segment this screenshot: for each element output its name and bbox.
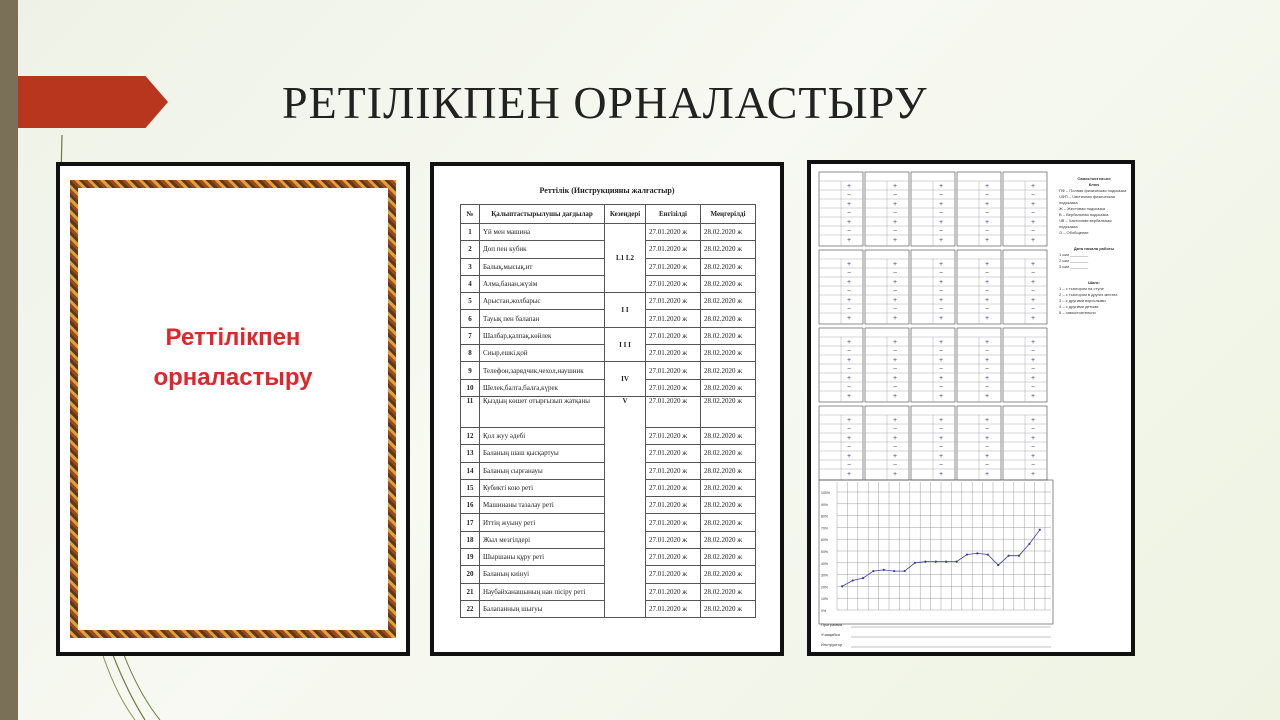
row-mastered: 28.02.2020 ж (701, 293, 756, 310)
row-stage: IV (605, 362, 646, 397)
step-item: 3 – с другими взрослыми (1059, 298, 1106, 303)
legend-title: Ключ (1088, 182, 1100, 187)
pen-mark: − (893, 426, 898, 433)
pen-mark: − (893, 210, 898, 217)
title-accent-arrow (18, 76, 168, 128)
pen-mark: − (847, 444, 852, 451)
pen-mark: + (985, 375, 990, 382)
pen-mark: + (1031, 471, 1036, 478)
pen-mark: − (985, 426, 990, 433)
row-mastered: 28.02.2020 ж (701, 549, 756, 566)
pen-mark: + (985, 279, 990, 286)
chart-axis-label: 70% (821, 526, 829, 531)
row-skill: Қол жуу әдебі (480, 427, 605, 444)
pen-mark: − (939, 366, 944, 373)
row-skill: Алма,банан,жүзім (480, 275, 605, 292)
pen-mark: + (985, 201, 990, 208)
pen-mark: + (1031, 201, 1036, 208)
chart-axis-label: 30% (821, 573, 829, 578)
row-number: 17 (461, 514, 480, 531)
footer-label: Инструктор (821, 642, 843, 647)
row-entered: 27.01.2020 ж (646, 583, 701, 600)
pen-mark: + (939, 297, 944, 304)
steps-title: Шаги: (1088, 280, 1100, 285)
pen-mark: + (1031, 279, 1036, 286)
row-entered: 27.01.2020 ж (646, 224, 701, 241)
pen-mark: + (893, 201, 898, 208)
pen-mark: − (985, 366, 990, 373)
stage-line: 3 шаг ________ (1059, 264, 1089, 269)
row-mastered: 28.02.2020 ж (701, 310, 756, 327)
footer-label: Учащийся (821, 632, 840, 637)
pen-mark: + (893, 315, 898, 322)
pen-mark: + (939, 435, 944, 442)
pen-mark: + (1031, 237, 1036, 244)
legend-item: ЧВ – Частичная вербальная подсказка (1059, 218, 1112, 229)
row-entered: 27.01.2020 ж (646, 293, 701, 310)
table-row (461, 396, 756, 427)
pen-mark: − (985, 192, 990, 199)
pen-mark: + (1031, 393, 1036, 400)
row-skill: Баланың киінуі (480, 566, 605, 583)
legend-head: Самостоятельно (1077, 176, 1111, 181)
pen-mark: + (985, 393, 990, 400)
row-mastered: 28.02.2020 ж (701, 345, 756, 362)
pen-mark: − (847, 462, 852, 469)
row-entered: 27.01.2020 ж (646, 362, 701, 379)
chart-axis-label: 50% (821, 550, 829, 554)
pen-mark: + (847, 393, 852, 400)
pen-mark: − (939, 444, 944, 451)
pen-mark: − (847, 270, 852, 277)
row-entered: 27.01.2020 ж (646, 327, 701, 344)
pen-mark: + (893, 237, 898, 244)
legend-item: ПФ – Полная физическая подсказка (1059, 188, 1127, 193)
slide-title: РЕТІЛІКПЕН ОРНАЛАСТЫРУ (282, 77, 928, 128)
pen-mark: − (985, 210, 990, 217)
pen-mark: + (1031, 261, 1036, 268)
row-mastered: 28.02.2020 ж (701, 479, 756, 496)
chart-axis-label: 0% (821, 609, 827, 613)
stage-line: 1 шаг ________ (1059, 252, 1089, 257)
row-number: 15 (461, 479, 480, 496)
row-skill: Балапанның шығуы (480, 600, 605, 617)
row-number: 3 (461, 258, 480, 275)
chart-axis-label: 60% (821, 538, 829, 543)
pen-mark: + (939, 357, 944, 364)
pen-mark: − (893, 384, 898, 391)
pen-mark: + (1031, 219, 1036, 226)
datasheet-legend (1059, 176, 1129, 326)
pen-mark: − (939, 462, 944, 469)
row-skill: Сиыр,ешкі,қой (480, 345, 605, 362)
pen-mark: + (939, 219, 944, 226)
row-entered: 27.01.2020 ж (646, 445, 701, 462)
row-skill: Баланың шаш қысқартуы (480, 445, 605, 462)
pen-mark: + (847, 453, 852, 460)
row-number: 18 (461, 531, 480, 548)
row-mastered: 28.02.2020 ж (701, 462, 756, 479)
col-entered: Енгізілді (646, 205, 701, 224)
pen-mark: − (985, 306, 990, 313)
pen-mark: − (939, 348, 944, 355)
pen-mark: − (1031, 426, 1036, 433)
row-mastered: 28.02.2020 ж (701, 327, 756, 344)
row-entered: 27.01.2020 ж (646, 514, 701, 531)
row-entered: 27.01.2020 ж (646, 241, 701, 258)
pen-mark: − (847, 210, 852, 217)
row-number: 4 (461, 275, 480, 292)
pen-mark: − (893, 348, 898, 355)
cover-image-panel (56, 162, 410, 656)
pen-mark: + (985, 453, 990, 460)
row-mastered: 28.02.2020 ж (701, 566, 756, 583)
pen-mark: − (939, 192, 944, 199)
pen-mark: + (847, 219, 852, 226)
col-skill: Қалыптастырылушы дағдылар (480, 205, 605, 224)
pen-mark: + (1031, 183, 1036, 190)
row-mastered: 28.02.2020 ж (701, 514, 756, 531)
pen-mark: + (847, 279, 852, 286)
row-entered: 27.01.2020 ж (646, 427, 701, 444)
pen-mark: − (985, 270, 990, 277)
row-skill: Жыл мезгілдері (480, 531, 605, 548)
row-entered: 27.01.2020 ж (646, 310, 701, 327)
pen-mark: + (985, 357, 990, 364)
pen-mark: + (985, 261, 990, 268)
row-entered: 27.01.2020 ж (646, 479, 701, 496)
row-entered: 27.01.2020 ж (646, 462, 701, 479)
row-entered: 27.01.2020 ж (646, 345, 701, 362)
pen-mark: + (847, 297, 852, 304)
row-entered: 27.01.2020 ж (646, 531, 701, 548)
pen-mark: + (985, 417, 990, 424)
pen-mark: − (847, 192, 852, 199)
pen-mark: − (1031, 366, 1036, 373)
pen-mark: − (1031, 228, 1036, 235)
row-number: 20 (461, 566, 480, 583)
row-mastered: 28.02.2020 ж (701, 258, 756, 275)
chart-axis-label: 80% (821, 514, 829, 519)
chart-axis-label: 100% (821, 491, 830, 495)
pen-mark: − (1031, 306, 1036, 313)
pen-mark: + (847, 201, 852, 208)
row-number: 9 (461, 362, 480, 379)
pen-mark: + (985, 237, 990, 244)
row-entered: 27.01.2020 ж (646, 379, 701, 396)
row-mastered: 28.02.2020 ж (701, 224, 756, 241)
row-mastered: 28.02.2020 ж (701, 362, 756, 379)
row-mastered: 28.02.2020 ж (701, 241, 756, 258)
col-stage: Кезеңдері (605, 205, 646, 224)
pen-mark: + (939, 339, 944, 346)
pen-mark: + (893, 357, 898, 364)
pen-mark: − (1031, 270, 1036, 277)
row-number: 6 (461, 310, 480, 327)
pen-mark: − (847, 288, 852, 295)
cover-title-line-2: орналастыру (153, 364, 313, 391)
step-item: 1 – с тьютором на стуле (1059, 286, 1104, 291)
pen-mark: − (939, 288, 944, 295)
pen-mark: + (939, 237, 944, 244)
pen-mark: + (847, 417, 852, 424)
cover-title (60, 318, 406, 398)
row-number: 21 (461, 583, 480, 600)
row-mastered: 28.02.2020 ж (701, 445, 756, 462)
footer-label: Программа (821, 622, 842, 627)
row-number: 8 (461, 345, 480, 362)
chart-axis-label: 90% (821, 502, 829, 507)
pen-mark: + (939, 183, 944, 190)
row-skill: Шалбар,қалпақ,көйлек (480, 327, 605, 344)
pen-mark: + (847, 339, 852, 346)
start-title: Дата начала работы (1073, 246, 1115, 251)
row-skill: Арыстан,жолбарыс (480, 293, 605, 310)
pen-mark: + (939, 201, 944, 208)
pen-mark: − (893, 306, 898, 313)
pen-mark: − (939, 306, 944, 313)
table-caption: Реттілік (Инструкцияны жалғастыр) (539, 186, 675, 195)
pen-mark: + (847, 435, 852, 442)
pen-mark: − (847, 384, 852, 391)
pen-mark: + (847, 471, 852, 478)
row-skill: Тауық пен балапан (480, 310, 605, 327)
pen-mark: + (893, 435, 898, 442)
pen-mark: − (847, 348, 852, 355)
pen-mark: + (939, 315, 944, 322)
row-skill: Иттің жуыну реті (480, 514, 605, 531)
pen-mark: − (1031, 444, 1036, 451)
pen-mark: − (847, 306, 852, 313)
pen-mark: + (847, 261, 852, 268)
pen-mark: + (1031, 435, 1036, 442)
skills-table (460, 204, 756, 618)
pen-mark: − (847, 366, 852, 373)
row-stage: I I (605, 293, 646, 328)
row-mastered: 28.02.2020 ж (701, 427, 756, 444)
row-number: 1 (461, 224, 480, 241)
table-row (461, 327, 756, 344)
step-item: 4 – с другими детьми (1059, 304, 1099, 309)
pen-mark: − (893, 288, 898, 295)
pen-mark: + (847, 183, 852, 190)
pen-mark: + (939, 393, 944, 400)
step-item: 5 – самостоятельно (1059, 310, 1096, 315)
datasheet-scan-panel (807, 160, 1135, 656)
row-number: 22 (461, 600, 480, 617)
pen-mark: + (893, 453, 898, 460)
pen-mark: + (893, 375, 898, 382)
pen-mark: + (847, 375, 852, 382)
pen-mark: − (893, 192, 898, 199)
row-entered: 27.01.2020 ж (646, 275, 701, 292)
pen-mark: + (939, 471, 944, 478)
row-number: 13 (461, 445, 480, 462)
pen-mark: − (939, 210, 944, 217)
legend-item: ЧФП – Частичная физическая подсказка (1059, 194, 1115, 205)
row-number: 10 (461, 379, 480, 396)
pen-mark: + (893, 393, 898, 400)
row-mastered: 28.02.2020 ж (701, 396, 756, 427)
stage-line: 2 шаг ________ (1059, 258, 1089, 263)
row-entered: 27.01.2020 ж (646, 549, 701, 566)
step-item: 2 – с тьютором в других местах (1059, 292, 1118, 297)
pen-mark: + (1031, 453, 1036, 460)
table-row (461, 224, 756, 241)
row-skill: Шелек,балта,балға,күрек (480, 379, 605, 396)
cover-title-line-1: Реттілікпен (165, 324, 301, 351)
row-mastered: 28.02.2020 ж (701, 600, 756, 617)
pen-mark: − (847, 228, 852, 235)
pen-mark: + (939, 279, 944, 286)
row-number: 5 (461, 293, 480, 310)
row-number: 16 (461, 497, 480, 514)
pen-mark: + (939, 375, 944, 382)
row-skill: Машинаны тазалау реті (480, 497, 605, 514)
row-skill: Наубайханашының нан пісіру реті (480, 583, 605, 600)
register-table-panel (430, 162, 784, 656)
row-number: 19 (461, 549, 480, 566)
pen-mark: − (893, 270, 898, 277)
row-number: 14 (461, 462, 480, 479)
row-mastered: 28.02.2020 ж (701, 275, 756, 292)
row-entered: 27.01.2020 ж (646, 396, 701, 427)
pen-mark: + (985, 315, 990, 322)
pen-mark: + (939, 453, 944, 460)
pen-mark: − (893, 228, 898, 235)
row-number: 2 (461, 241, 480, 258)
table-row (461, 362, 756, 379)
pen-mark: − (985, 228, 990, 235)
col-mastered: Меңгерілді (701, 205, 756, 224)
pen-mark: + (893, 417, 898, 424)
pen-mark: + (1031, 375, 1036, 382)
pen-mark: − (1031, 384, 1036, 391)
pen-mark: + (893, 471, 898, 478)
row-skill: Шыршаны құру реті (480, 549, 605, 566)
pen-mark: − (847, 426, 852, 433)
pen-mark: − (939, 228, 944, 235)
datasheet-grid (817, 170, 1055, 650)
pen-mark: + (985, 339, 990, 346)
pen-mark: − (1031, 348, 1036, 355)
chart-frame (819, 480, 1053, 624)
pen-mark: − (893, 462, 898, 469)
pen-mark: − (1031, 192, 1036, 199)
pen-mark: + (985, 219, 990, 226)
row-skill: Кубикті кою реті (480, 479, 605, 496)
pen-mark: + (893, 339, 898, 346)
pen-mark: + (985, 435, 990, 442)
pen-mark: − (1031, 288, 1036, 295)
pen-mark: − (985, 444, 990, 451)
pen-mark: − (939, 270, 944, 277)
pen-mark: + (1031, 417, 1036, 424)
pen-mark: + (847, 315, 852, 322)
pen-mark: − (893, 444, 898, 451)
row-mastered: 28.02.2020 ж (701, 497, 756, 514)
pen-mark: − (1031, 210, 1036, 217)
row-skill: Телефон,зарядчик,чехол,наушник (480, 362, 605, 379)
row-skill: Үй мен машина (480, 224, 605, 241)
pen-mark: + (985, 297, 990, 304)
pen-mark: + (1031, 315, 1036, 322)
row-number: 12 (461, 427, 480, 444)
pen-mark: − (1031, 462, 1036, 469)
row-number: 7 (461, 327, 480, 344)
pen-mark: + (939, 417, 944, 424)
row-entered: 27.01.2020 ж (646, 600, 701, 617)
pen-mark: + (847, 237, 852, 244)
pen-mark: − (985, 348, 990, 355)
chart-axis-label: 40% (821, 561, 829, 566)
row-mastered: 28.02.2020 ж (701, 379, 756, 396)
pen-mark: + (893, 261, 898, 268)
row-skill: Балық,мысық,ит (480, 258, 605, 275)
pen-mark: − (985, 462, 990, 469)
row-skill: Баланың сырғанауы (480, 462, 605, 479)
row-entered: 27.01.2020 ж (646, 497, 701, 514)
pen-mark: + (847, 357, 852, 364)
pen-mark: − (939, 426, 944, 433)
pen-mark: + (985, 183, 990, 190)
pen-mark: − (985, 288, 990, 295)
row-stage: I I I (605, 327, 646, 362)
pen-mark: + (893, 279, 898, 286)
row-entered: 27.01.2020 ж (646, 566, 701, 583)
pen-mark: + (1031, 357, 1036, 364)
pen-mark: + (939, 261, 944, 268)
row-stage: V (605, 396, 646, 617)
pen-mark: − (893, 366, 898, 373)
row-mastered: 28.02.2020 ж (701, 531, 756, 548)
col-number: № (461, 205, 480, 224)
legend-item: В – Вербальная подсказка (1059, 212, 1109, 217)
row-number: 11 (461, 396, 480, 427)
pen-mark: + (893, 297, 898, 304)
row-skill: Доп пен кубик (480, 241, 605, 258)
pen-mark: + (1031, 339, 1036, 346)
pen-mark: − (939, 384, 944, 391)
legend-item: Ж – Жестовая подсказка (1059, 206, 1106, 211)
chart-axis-label: 20% (821, 585, 829, 590)
row-stage: L1 L2 (605, 224, 646, 293)
legend-item: О – Обобщение (1059, 230, 1089, 235)
ornamental-frame (70, 180, 396, 638)
table-row (461, 293, 756, 310)
row-skill: Қыздың көшет отырғызып жатқаны (480, 396, 605, 427)
table-header-row (461, 205, 756, 224)
chart-axis-label: 10% (821, 597, 829, 602)
pen-mark: + (893, 183, 898, 190)
pen-mark: + (985, 471, 990, 478)
pen-mark: + (893, 219, 898, 226)
pen-mark: + (1031, 297, 1036, 304)
pen-mark: − (985, 384, 990, 391)
row-entered: 27.01.2020 ж (646, 258, 701, 275)
row-mastered: 28.02.2020 ж (701, 583, 756, 600)
